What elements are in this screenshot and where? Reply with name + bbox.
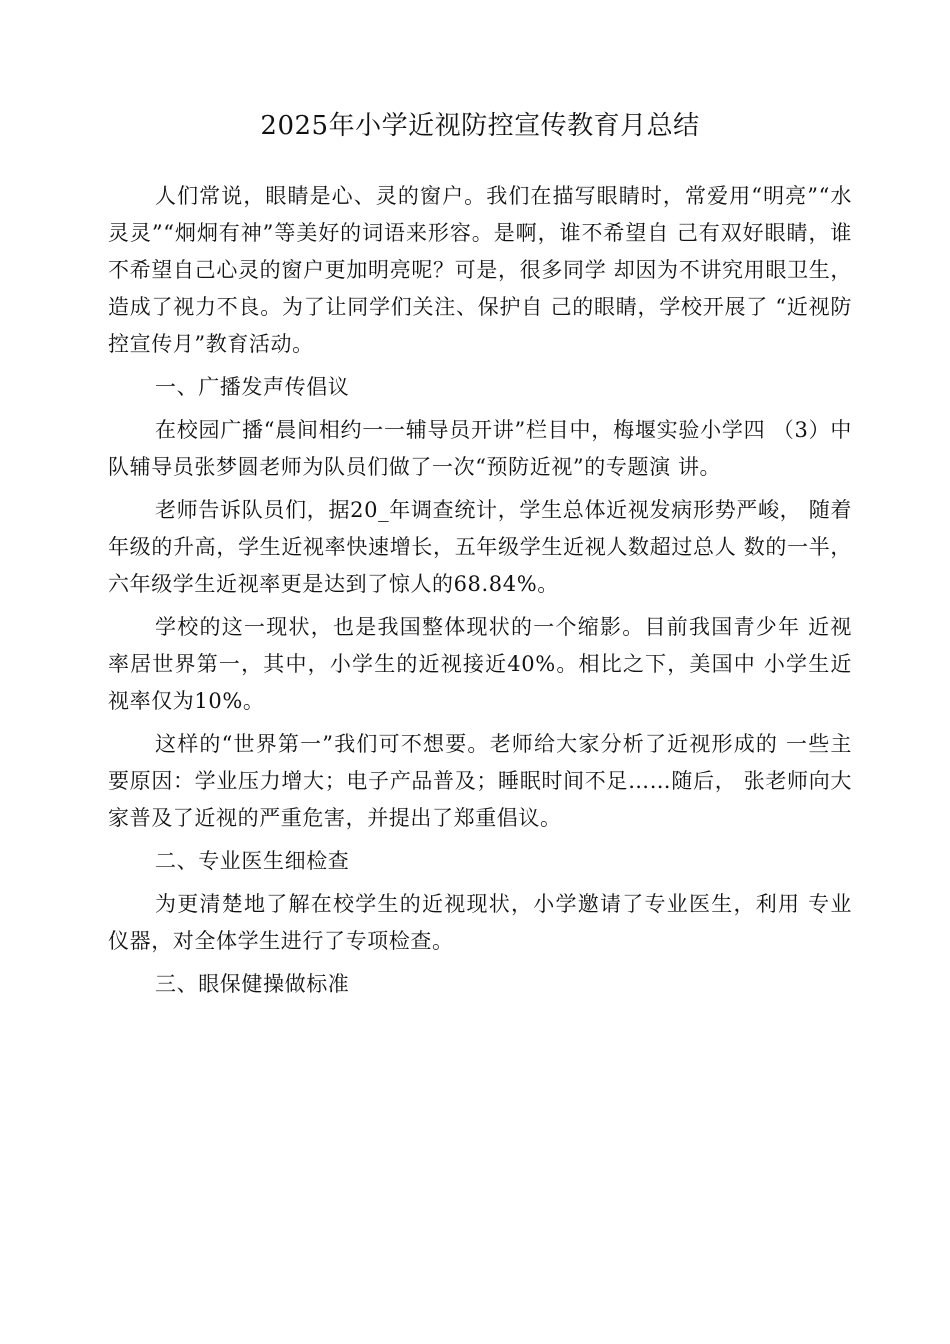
- document-body: [108, 178, 852, 1003]
- section-heading-1: 一、广播发声传倡议: [155, 375, 350, 399]
- body-paragraph: 老师告诉队员们，据20_年调查统计，学生总体近视发病形势严峻， 随着年级的升高，学生近视率快速增长，五年级学生近视人数超过总人 数的一半，六年级学生近视率更是达到了惊人的68.84%。: [108, 498, 852, 596]
- section-heading-2: 二、专业医生细检查: [155, 849, 350, 873]
- body-paragraph: 为更清楚地了解在校学生的近视现状，小学邀请了专业医生，利用 专业仪器，对全体学生进行了专项检查。: [108, 892, 852, 953]
- document-title: 2025年小学近视防控宣传教育月总结: [260, 111, 700, 141]
- body-paragraph: 这样的“世界第一”我们可不想要。老师给大家分析了近视形成的 一些主要原因：学业压力增大；电子产品普及；睡眠时间不足……随后， 张老师向大家普及了近视的严重危害，并提出了郑重倡议。: [108, 732, 852, 830]
- body-paragraph: 在校园广播“晨间相约一一辅导员开讲”栏目中，梅堰实验小学四 （3）中队辅导员张梦圆老师为队员们做了一次“预防近视”的专题演 讲。: [108, 418, 852, 479]
- body-paragraph: 学校的这一现状，也是我国整体现状的一个缩影。目前我国青少年 近视率居世界第一，其中，小学生的近视接近40%。相比之下，美国中 小学生近视率仅为10%。: [108, 615, 852, 713]
- section-heading-3: 三、眼保健操做标准: [155, 972, 350, 996]
- intro-paragraph: 人们常说，眼睛是心、灵的窗户。我们在描写眼睛时，常爱用“明亮”“水灵灵”“炯炯有神”等美好的词语来形容。是啊，谁不希望自 己有双好眼睛，谁不希望自己心灵的窗户更加明亮呢？可是，很多同学 却因为不讲究用眼卫生，造成了视力不良。为了让同学们关注、保护自 己的眼睛，学校开展了 “近视防控宣传月”教育活动。: [108, 184, 852, 356]
